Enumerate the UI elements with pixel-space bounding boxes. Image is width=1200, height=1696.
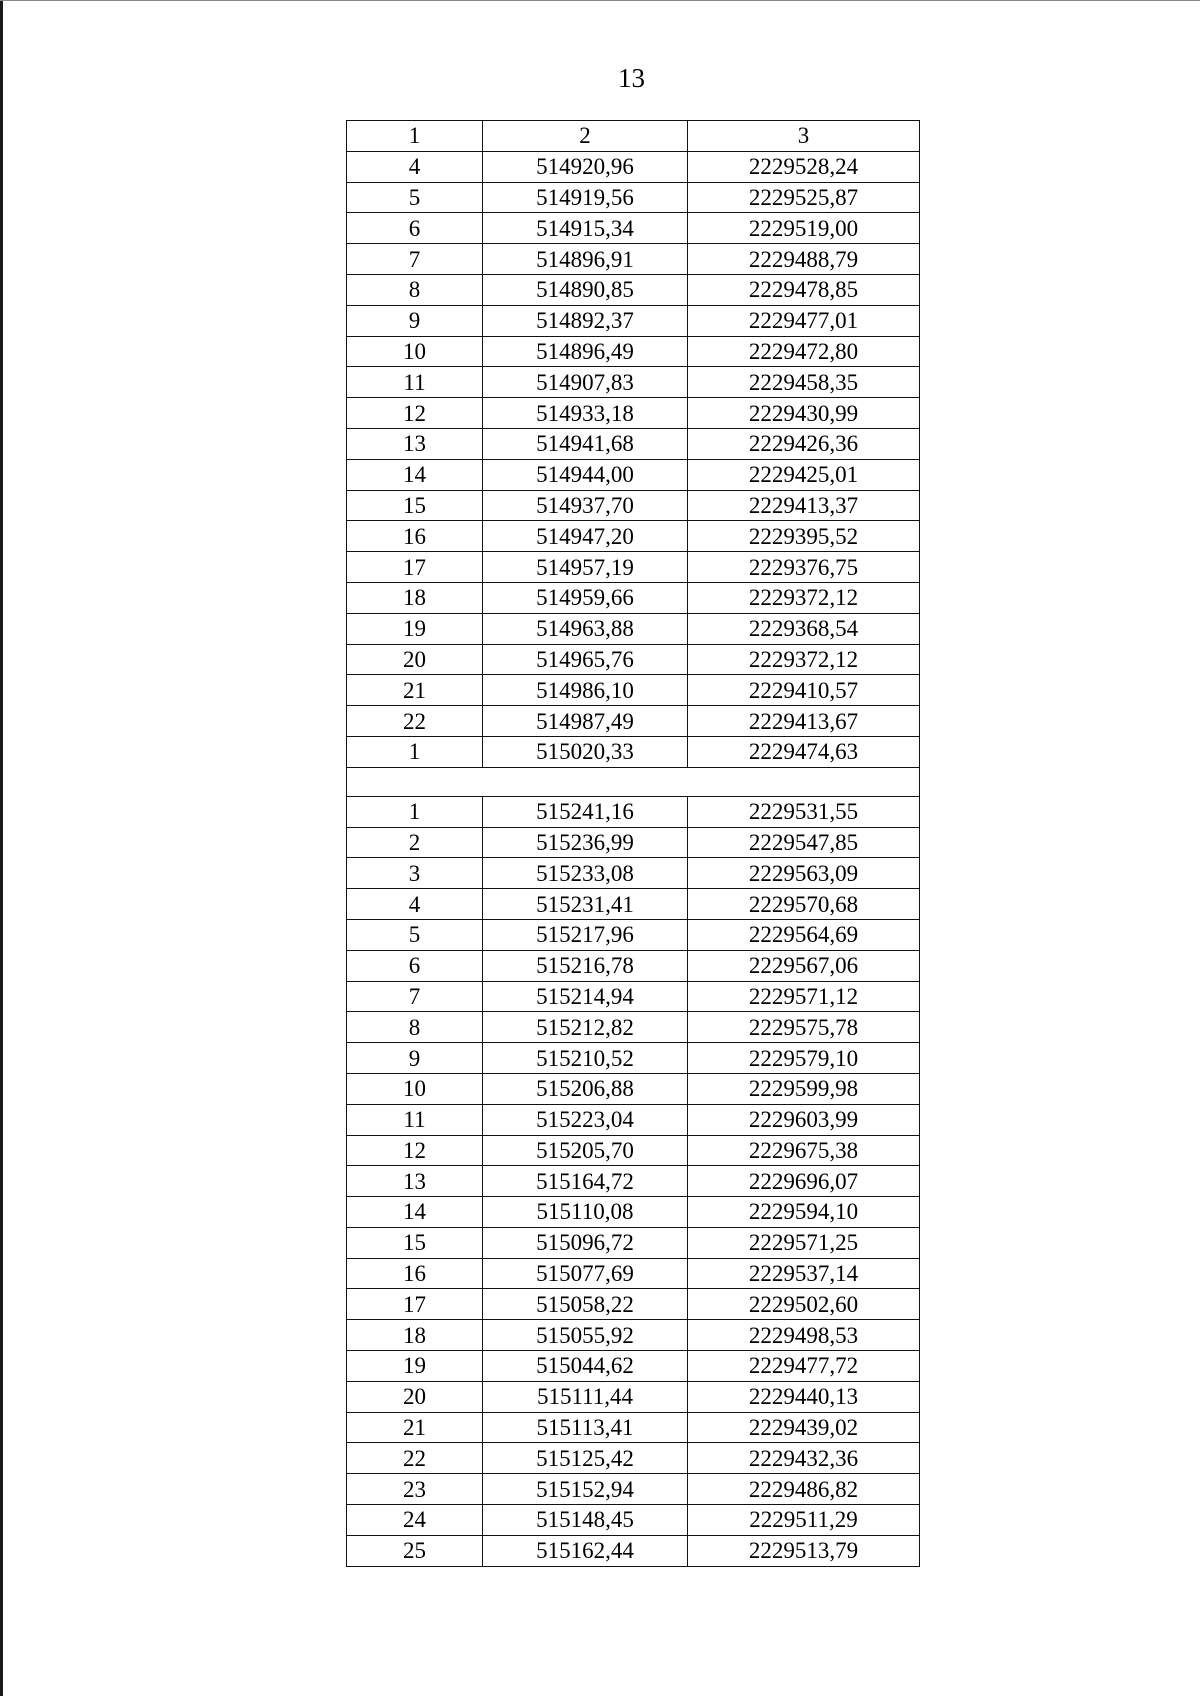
point-number-cell: 16 xyxy=(347,1258,483,1289)
y-coordinate-cell: 2229594,10 xyxy=(688,1197,920,1228)
point-number-cell: 22 xyxy=(347,706,483,737)
x-coordinate-cell: 515152,94 xyxy=(483,1474,688,1505)
table-row xyxy=(347,1135,920,1166)
x-coordinate-cell: 514896,49 xyxy=(483,336,688,367)
x-coordinate-cell: 515205,70 xyxy=(483,1135,688,1166)
point-number-cell: 9 xyxy=(347,1043,483,1074)
table-row xyxy=(347,1505,920,1536)
point-number-cell: 1 xyxy=(347,796,483,827)
point-number-cell: 1 xyxy=(347,736,483,767)
table-row xyxy=(347,1197,920,1228)
point-number-cell: 8 xyxy=(347,274,483,305)
point-number-cell: 12 xyxy=(347,1135,483,1166)
point-number-cell: 11 xyxy=(347,367,483,398)
table-row xyxy=(347,736,920,767)
x-coordinate-cell: 515148,45 xyxy=(483,1505,688,1536)
y-coordinate-cell: 2229472,80 xyxy=(688,336,920,367)
point-number-cell: 6 xyxy=(347,950,483,981)
point-number-cell: 13 xyxy=(347,428,483,459)
table-row xyxy=(347,1258,920,1289)
y-coordinate-cell: 2229696,07 xyxy=(688,1166,920,1197)
point-number-cell: 20 xyxy=(347,644,483,675)
table-row xyxy=(347,305,920,336)
x-coordinate-cell: 514987,49 xyxy=(483,706,688,737)
point-number-cell: 7 xyxy=(347,244,483,275)
table-row xyxy=(347,950,920,981)
x-coordinate-cell: 515210,52 xyxy=(483,1043,688,1074)
x-coordinate-cell: 515233,08 xyxy=(483,858,688,889)
x-coordinate-cell: 515231,41 xyxy=(483,889,688,920)
point-number-cell: 8 xyxy=(347,1012,483,1043)
y-coordinate-cell: 2229575,78 xyxy=(688,1012,920,1043)
y-coordinate-cell: 2229537,14 xyxy=(688,1258,920,1289)
x-coordinate-cell: 515214,94 xyxy=(483,981,688,1012)
x-coordinate-cell: 515020,33 xyxy=(483,736,688,767)
table-row xyxy=(347,1289,920,1320)
coordinates-table xyxy=(346,120,920,1567)
point-number-cell: 6 xyxy=(347,213,483,244)
y-coordinate-cell: 2229519,00 xyxy=(688,213,920,244)
table-row xyxy=(347,919,920,950)
x-coordinate-cell: 515236,99 xyxy=(483,827,688,858)
x-coordinate-cell: 515096,72 xyxy=(483,1227,688,1258)
x-coordinate-cell: 514957,19 xyxy=(483,552,688,583)
page-number: 13 xyxy=(618,63,645,93)
x-coordinate-cell: 514986,10 xyxy=(483,675,688,706)
table-row xyxy=(347,827,920,858)
table-row xyxy=(347,428,920,459)
table-row xyxy=(347,1535,920,1566)
y-coordinate-cell: 2229570,68 xyxy=(688,889,920,920)
separator-cell xyxy=(347,767,920,796)
table-row xyxy=(347,459,920,490)
point-number-cell: 13 xyxy=(347,1166,483,1197)
y-coordinate-cell: 2229488,79 xyxy=(688,244,920,275)
x-coordinate-cell: 515206,88 xyxy=(483,1073,688,1104)
point-number-cell: 23 xyxy=(347,1474,483,1505)
point-number-cell: 21 xyxy=(347,675,483,706)
y-coordinate-cell: 2229413,67 xyxy=(688,706,920,737)
table-row xyxy=(347,336,920,367)
x-coordinate-cell: 515044,62 xyxy=(483,1351,688,1382)
point-number-cell: 7 xyxy=(347,981,483,1012)
table-row xyxy=(347,1227,920,1258)
y-coordinate-cell: 2229478,85 xyxy=(688,274,920,305)
scan-edge-top xyxy=(0,0,1200,1)
table-row xyxy=(347,1381,920,1412)
table-row xyxy=(347,889,920,920)
table-row xyxy=(347,858,920,889)
y-coordinate-cell: 2229563,09 xyxy=(688,858,920,889)
table-row xyxy=(347,675,920,706)
y-coordinate-cell: 2229486,82 xyxy=(688,1474,920,1505)
table-row xyxy=(347,582,920,613)
x-coordinate-cell: 515113,41 xyxy=(483,1412,688,1443)
point-number-cell: 2 xyxy=(347,827,483,858)
point-number-cell: 22 xyxy=(347,1443,483,1474)
point-number-cell: 15 xyxy=(347,1227,483,1258)
table-row xyxy=(347,521,920,552)
table-row xyxy=(347,644,920,675)
table-header-row xyxy=(347,121,920,152)
table-row xyxy=(347,244,920,275)
x-coordinate-cell: 515125,42 xyxy=(483,1443,688,1474)
table-row xyxy=(347,367,920,398)
y-coordinate-cell: 2229547,85 xyxy=(688,827,920,858)
y-coordinate-cell: 2229440,13 xyxy=(688,1381,920,1412)
y-coordinate-cell: 2229571,25 xyxy=(688,1227,920,1258)
table-row xyxy=(347,1351,920,1382)
point-number-cell: 10 xyxy=(347,1073,483,1104)
y-coordinate-cell: 2229395,52 xyxy=(688,521,920,552)
x-coordinate-cell: 514959,66 xyxy=(483,582,688,613)
table-row xyxy=(347,213,920,244)
table-row xyxy=(347,706,920,737)
y-coordinate-cell: 2229579,10 xyxy=(688,1043,920,1074)
y-coordinate-cell: 2229571,12 xyxy=(688,981,920,1012)
x-coordinate-cell: 515216,78 xyxy=(483,950,688,981)
table-row xyxy=(347,1012,920,1043)
x-coordinate-cell: 514890,85 xyxy=(483,274,688,305)
point-number-cell: 19 xyxy=(347,1351,483,1382)
table-row xyxy=(347,1104,920,1135)
table-row xyxy=(347,182,920,213)
y-coordinate-cell: 2229439,02 xyxy=(688,1412,920,1443)
x-coordinate-cell: 514947,20 xyxy=(483,521,688,552)
coordinates-table-body xyxy=(347,121,920,1567)
point-number-cell: 4 xyxy=(347,889,483,920)
point-number-cell: 20 xyxy=(347,1381,483,1412)
y-coordinate-cell: 2229372,12 xyxy=(688,582,920,613)
y-coordinate-cell: 2229410,57 xyxy=(688,675,920,706)
y-coordinate-cell: 2229477,01 xyxy=(688,305,920,336)
x-coordinate-cell: 514965,76 xyxy=(483,644,688,675)
y-coordinate-cell: 2229511,29 xyxy=(688,1505,920,1536)
x-coordinate-cell: 514920,96 xyxy=(483,151,688,182)
point-number-cell: 10 xyxy=(347,336,483,367)
y-coordinate-cell: 2229413,37 xyxy=(688,490,920,521)
table-row xyxy=(347,490,920,521)
y-coordinate-cell: 2229502,60 xyxy=(688,1289,920,1320)
point-number-cell: 16 xyxy=(347,521,483,552)
point-number-cell: 15 xyxy=(347,490,483,521)
scan-edge-left xyxy=(0,0,3,1696)
y-coordinate-cell: 2229525,87 xyxy=(688,182,920,213)
point-number-cell: 17 xyxy=(347,1289,483,1320)
point-number-cell: 9 xyxy=(347,305,483,336)
point-number-cell: 11 xyxy=(347,1104,483,1135)
x-coordinate-cell: 514933,18 xyxy=(483,398,688,429)
x-coordinate-cell: 515055,92 xyxy=(483,1320,688,1351)
point-number-cell: 21 xyxy=(347,1412,483,1443)
y-coordinate-cell: 2229498,53 xyxy=(688,1320,920,1351)
table-row xyxy=(347,1043,920,1074)
table-row xyxy=(347,1166,920,1197)
x-coordinate-cell: 515077,69 xyxy=(483,1258,688,1289)
x-coordinate-cell: 515058,22 xyxy=(483,1289,688,1320)
table-row xyxy=(347,274,920,305)
y-coordinate-cell: 2229567,06 xyxy=(688,950,920,981)
y-coordinate-cell: 2229513,79 xyxy=(688,1535,920,1566)
table-row xyxy=(347,1320,920,1351)
x-coordinate-cell: 515110,08 xyxy=(483,1197,688,1228)
table-row xyxy=(347,796,920,827)
point-number-cell: 25 xyxy=(347,1535,483,1566)
x-coordinate-cell: 515217,96 xyxy=(483,919,688,950)
table-row xyxy=(347,1474,920,1505)
x-coordinate-cell: 514907,83 xyxy=(483,367,688,398)
point-number-cell: 19 xyxy=(347,613,483,644)
point-number-cell: 5 xyxy=(347,182,483,213)
y-coordinate-cell: 2229599,98 xyxy=(688,1073,920,1104)
header-cell: 1 xyxy=(347,121,483,152)
x-coordinate-cell: 514892,37 xyxy=(483,305,688,336)
y-coordinate-cell: 2229531,55 xyxy=(688,796,920,827)
y-coordinate-cell: 2229372,12 xyxy=(688,644,920,675)
point-number-cell: 4 xyxy=(347,151,483,182)
x-coordinate-cell: 515162,44 xyxy=(483,1535,688,1566)
point-number-cell: 5 xyxy=(347,919,483,950)
header-cell: 3 xyxy=(688,121,920,152)
y-coordinate-cell: 2229432,36 xyxy=(688,1443,920,1474)
y-coordinate-cell: 2229603,99 xyxy=(688,1104,920,1135)
point-number-cell: 17 xyxy=(347,552,483,583)
table-row xyxy=(347,1412,920,1443)
point-number-cell: 3 xyxy=(347,858,483,889)
table-row xyxy=(347,398,920,429)
y-coordinate-cell: 2229368,54 xyxy=(688,613,920,644)
x-coordinate-cell: 515223,04 xyxy=(483,1104,688,1135)
y-coordinate-cell: 2229474,63 xyxy=(688,736,920,767)
header-cell: 2 xyxy=(483,121,688,152)
point-number-cell: 14 xyxy=(347,1197,483,1228)
y-coordinate-cell: 2229477,72 xyxy=(688,1351,920,1382)
x-coordinate-cell: 514944,00 xyxy=(483,459,688,490)
point-number-cell: 14 xyxy=(347,459,483,490)
table-row xyxy=(347,1073,920,1104)
table-row xyxy=(347,981,920,1012)
x-coordinate-cell: 514896,91 xyxy=(483,244,688,275)
y-coordinate-cell: 2229564,69 xyxy=(688,919,920,950)
x-coordinate-cell: 514919,56 xyxy=(483,182,688,213)
table-row xyxy=(347,613,920,644)
y-coordinate-cell: 2229675,38 xyxy=(688,1135,920,1166)
x-coordinate-cell: 515164,72 xyxy=(483,1166,688,1197)
y-coordinate-cell: 2229528,24 xyxy=(688,151,920,182)
y-coordinate-cell: 2229426,36 xyxy=(688,428,920,459)
x-coordinate-cell: 515212,82 xyxy=(483,1012,688,1043)
x-coordinate-cell: 514963,88 xyxy=(483,613,688,644)
y-coordinate-cell: 2229430,99 xyxy=(688,398,920,429)
x-coordinate-cell: 514937,70 xyxy=(483,490,688,521)
point-number-cell: 24 xyxy=(347,1505,483,1536)
x-coordinate-cell: 515111,44 xyxy=(483,1381,688,1412)
table-row xyxy=(347,151,920,182)
x-coordinate-cell: 514941,68 xyxy=(483,428,688,459)
table-row xyxy=(347,552,920,583)
y-coordinate-cell: 2229376,75 xyxy=(688,552,920,583)
point-number-cell: 18 xyxy=(347,1320,483,1351)
section-separator-row xyxy=(347,767,920,796)
x-coordinate-cell: 514915,34 xyxy=(483,213,688,244)
y-coordinate-cell: 2229458,35 xyxy=(688,367,920,398)
y-coordinate-cell: 2229425,01 xyxy=(688,459,920,490)
point-number-cell: 12 xyxy=(347,398,483,429)
x-coordinate-cell: 515241,16 xyxy=(483,796,688,827)
table-row xyxy=(347,1443,920,1474)
point-number-cell: 18 xyxy=(347,582,483,613)
